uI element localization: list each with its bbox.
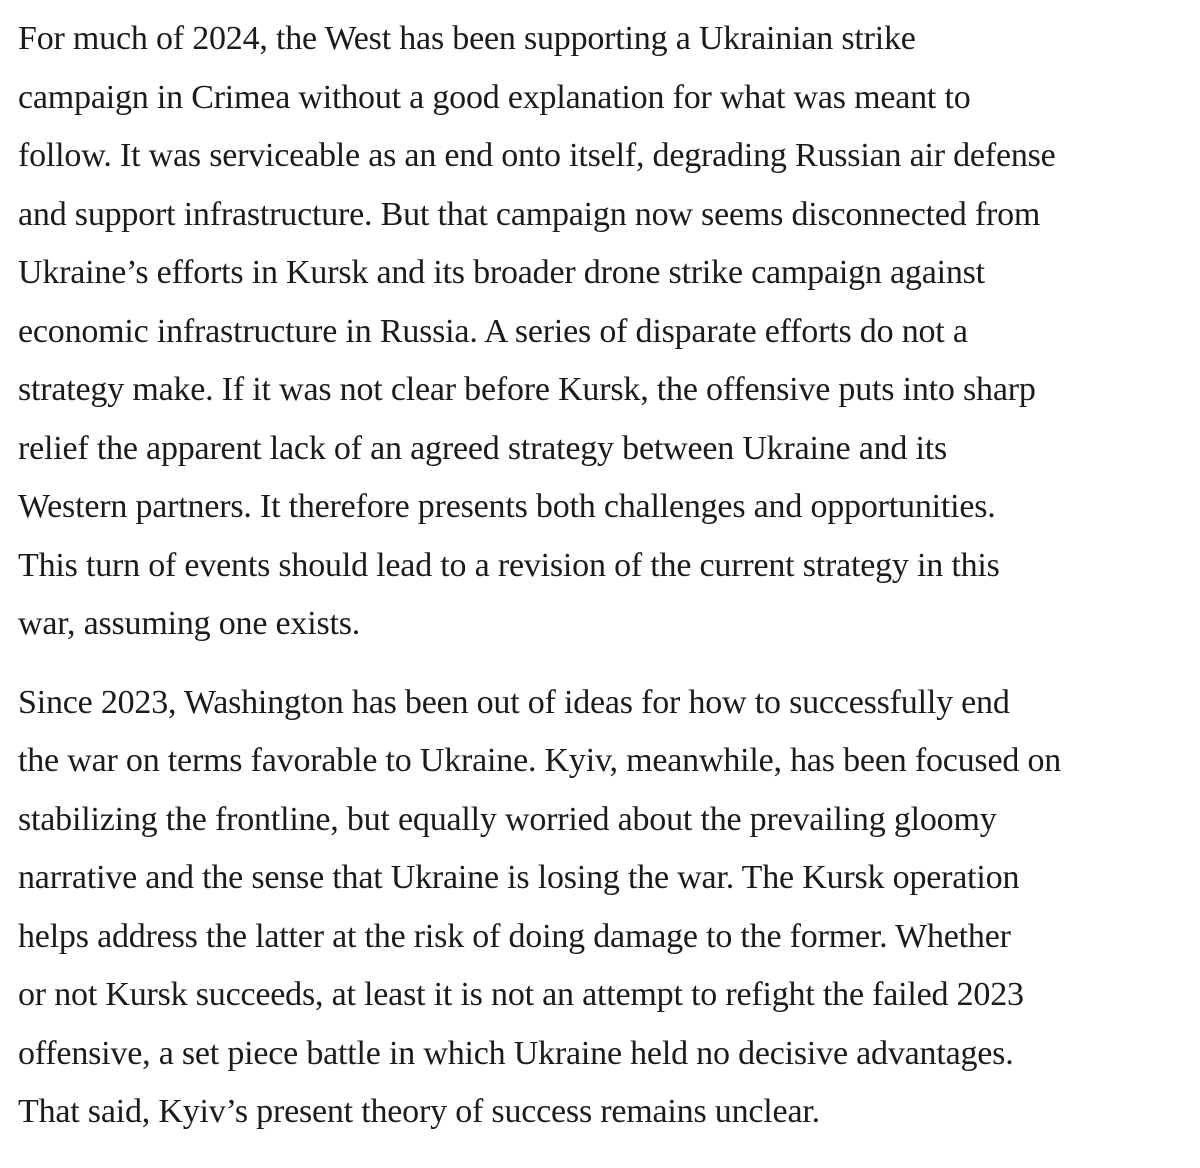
text-line: the war on terms favorable to Ukraine. Kyiv, meanwhile, has been focused on xyxy=(18,742,1062,779)
text-line: narrative and the sense that Ukraine is losing the war. The Kursk operation xyxy=(18,859,1020,896)
text-line: economic infrastructure in Russia. A series of disparate efforts do not a xyxy=(18,312,968,350)
text-line: war, assuming one exists. xyxy=(18,605,361,642)
text-line: Since 2023, Washington has been out of ideas for how to successfully end xyxy=(18,683,1010,721)
paragraph xyxy=(18,674,1182,1142)
text-line: campaign in Crimea without a good explanation for what was meant to xyxy=(18,78,971,116)
text-line: or not Kursk succeeds, at least it is not an attempt to refight the failed 2023 xyxy=(18,976,1024,1013)
text-line: For much of 2024, the West has been supporting a Ukrainian strike xyxy=(18,20,916,57)
text-line: This turn of events should lead to a revision of the current strategy in this xyxy=(18,546,1000,584)
text-line: and support infrastructure. But that campaign now seems disconnected from xyxy=(18,195,1041,233)
text-line: Ukraine’s efforts in Kursk and its broader drone strike campaign against xyxy=(18,254,985,291)
text-line: That said, Kyiv’s present theory of success remains unclear. xyxy=(18,1093,820,1130)
text-line: relief the apparent lack of an agreed strategy between Ukraine and its xyxy=(18,429,948,467)
text-line: stabilizing the frontline, but equally worried about the prevailing gloomy xyxy=(18,800,997,838)
text-line: strategy make. If it was not clear before Kursk, the offensive puts into sharp xyxy=(18,371,1036,408)
text-line: follow. It was serviceable as an end onto itself, degrading Russian air defense xyxy=(18,137,1056,174)
paragraph xyxy=(18,10,1182,654)
text-line: offensive, a set piece battle in which Ukraine held no decisive advantages. xyxy=(18,1034,1014,1072)
text-line: helps address the latter at the risk of doing damage to the former. Whether xyxy=(18,917,1011,955)
text-line: Western partners. It therefore presents both challenges and opportunities. xyxy=(18,488,996,525)
